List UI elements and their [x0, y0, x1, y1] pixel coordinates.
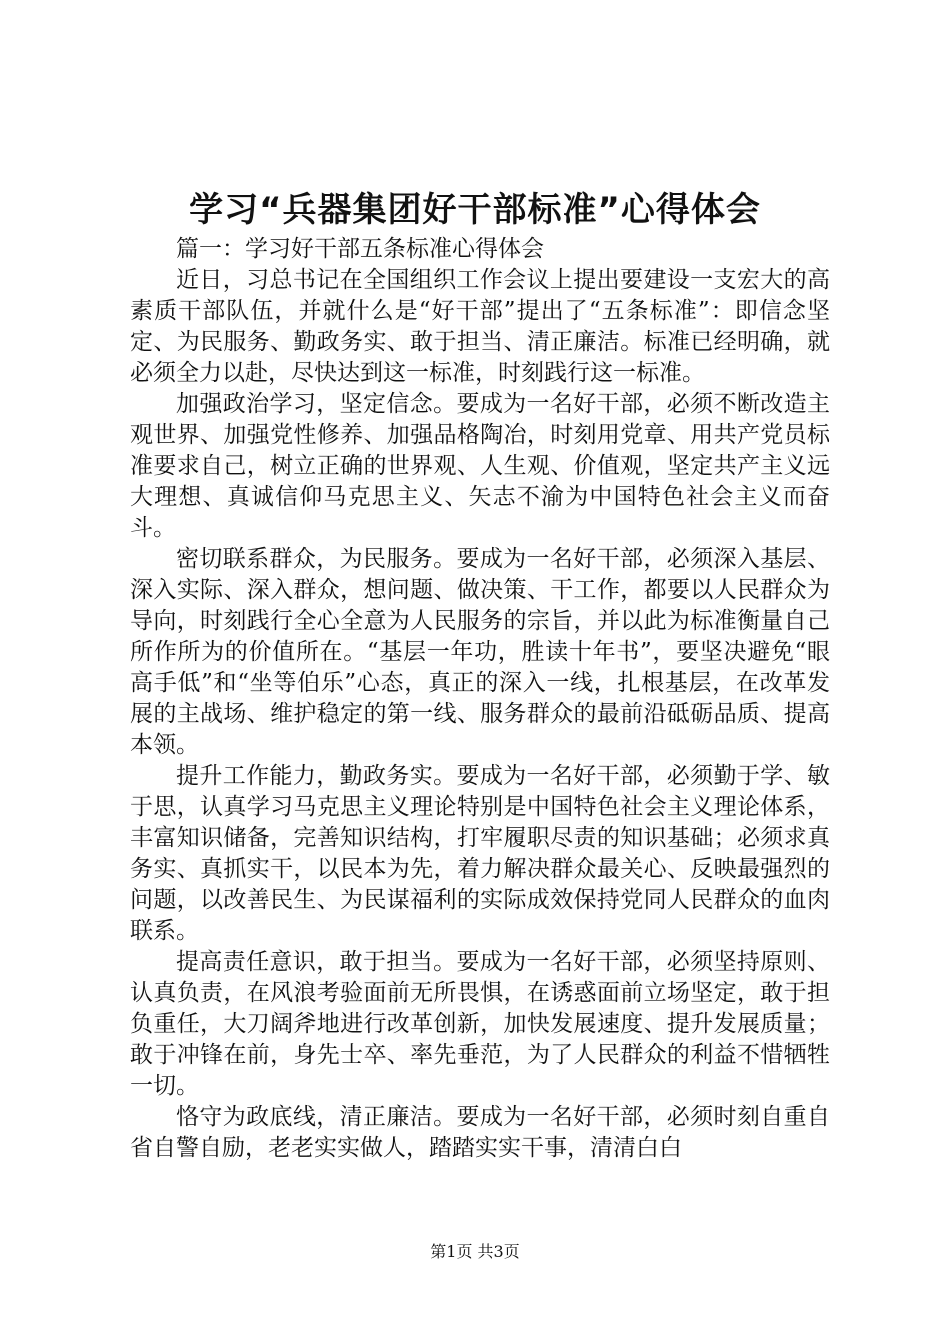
- page-footer: 第1页 共3页: [430, 1242, 520, 1261]
- document-body: [130, 234, 830, 1164]
- paragraph: 密切联系群众，为民服务。要成为一名好干部，必须深入基层、深入实际、深入群众，想问题、做决策、干工作，都要以人民群众为导向，时刻践行全心全意为人民服务的宗旨，并以此为标准衡量自己所作所为的价值所在。“基层一年功，胜读十年书”，要坚决避免“眼高手低”和“坐等伯乐”心态，真正的深入一线，扎根基层，在改革发展的主战场、维护稳定的第一线、服务群众的最前沿砥砺品质、提高本领。: [130, 546, 830, 758]
- section-heading: 篇一：学习好干部五条标准心得体会: [176, 236, 544, 262]
- paragraph: 加强政治学习，坚定信念。要成为一名好干部，必须不断改造主观世界、加强党性修养、加强品格陶冶，时刻用党章、用共产党员标准要求自己，树立正确的世界观、人生观、价值观，坚定共产主义远大理想、真诚信仰马克思主义、矢志不渝为中国特色社会主义而奋斗。: [130, 391, 830, 541]
- paragraph: 恪守为政底线，清正廉洁。要成为一名好干部，必须时刻自重自省自警自励，老老实实做人，踏踏实实干事，清清白白: [130, 1104, 830, 1161]
- paragraph: 提高责任意识，敢于担当。要成为一名好干部，必须坚持原则、认真负责，在风浪考验面前无所畏惧，在诱惑面前立场坚定，敢于担负重任，大刀阔斧地进行改革创新，加快发展速度、提升发展质量；敢于冲锋在前，身先士卒、率先垂范，为了人民群众的利益不惜牺牲一切。: [130, 949, 830, 1099]
- paragraph: 近日，习总书记在全国组织工作会议上提出要建设一支宏大的高素质干部队伍，并就什么是“好干部”提出了“五条标准”：即信念坚定、为民服务、勤政务实、敢于担当、清正廉洁。标准已经明确，就必须全力以赴，尽快达到这一标准，时刻践行这一标准。: [130, 267, 830, 386]
- document-title: 学习“兵器集团好干部标准”心得体会: [189, 190, 761, 230]
- paragraph: 提升工作能力，勤政务实。要成为一名好干部，必须勤于学、敏于思，认真学习马克思主义理论特别是中国特色社会主义理论体系，丰富知识储备，完善知识结构，打牢履职尽责的知识基础；必须求真务实、真抓实干，以民本为先，着力解决群众最关心、反映最强烈的问题，以改善民生、为民谋福利的实际成效保持党同人民群众的血肉联系。: [130, 763, 830, 944]
